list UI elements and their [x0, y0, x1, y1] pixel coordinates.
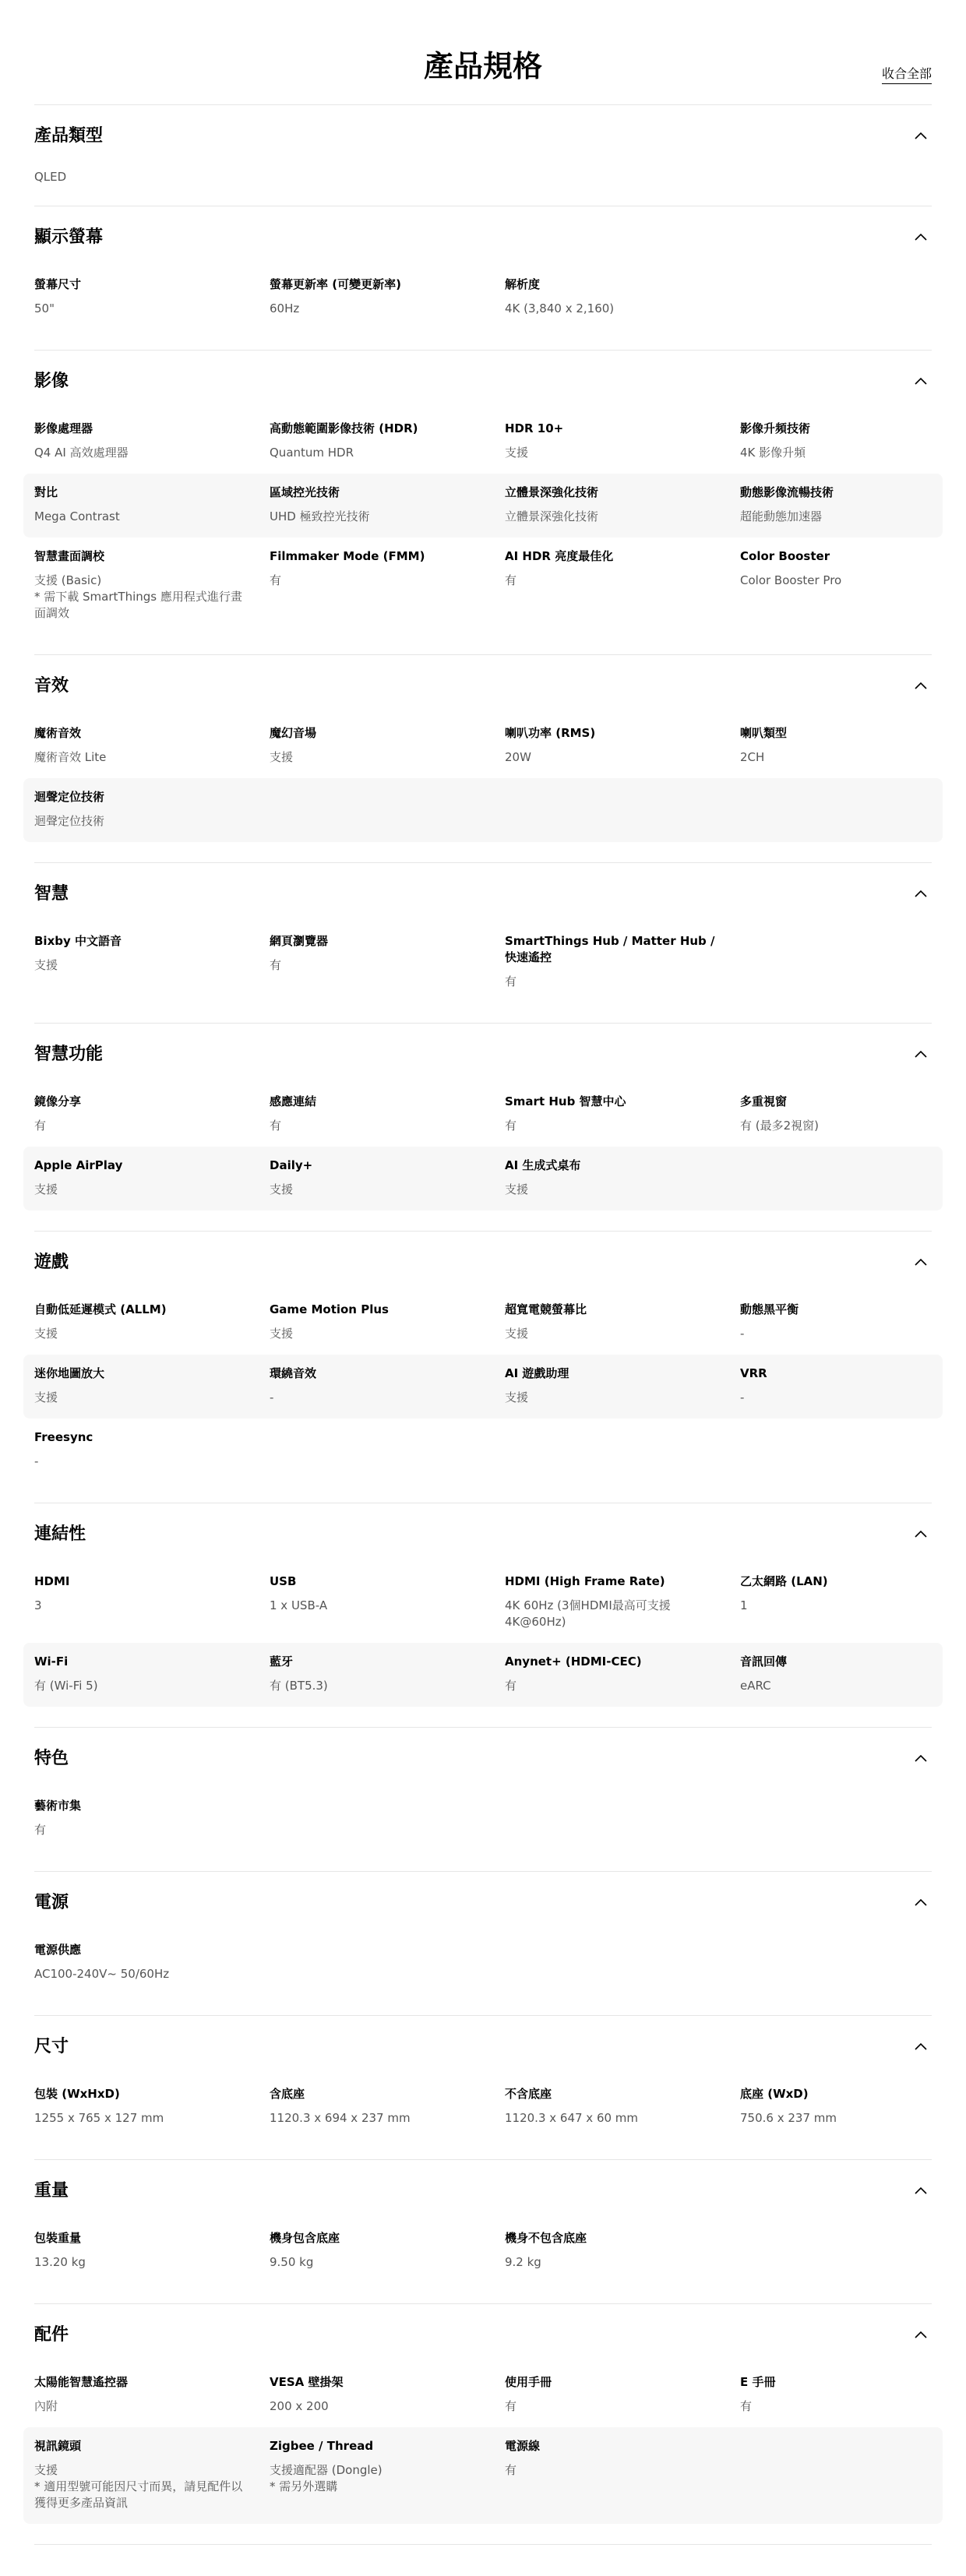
spec-value: -: [740, 1390, 745, 1404]
spec-label: HDR 10+: [505, 421, 564, 435]
spec-value: -: [740, 1327, 745, 1341]
spec-value: 1120.3 x 647 x 60 mm: [505, 2111, 639, 2125]
spec-row: [23, 266, 943, 329]
spec-row: [23, 537, 943, 634]
spec-row: [23, 1931, 943, 1995]
spec-item: [270, 1573, 505, 1630]
spec-item: [34, 485, 270, 525]
spec-value: 立體景深強化技術: [505, 509, 599, 523]
spec-item: [505, 2230, 740, 2271]
spec-value: 9.50 kg: [270, 2255, 314, 2269]
spec-value: 60Hz: [270, 301, 300, 315]
chevron-up-icon[interactable]: [913, 2183, 929, 2199]
section-header[interactable]: [34, 1872, 932, 1931]
spec-label: Daily+: [270, 1158, 313, 1172]
spec-item: [740, 1654, 964, 1694]
chevron-up-icon[interactable]: [913, 1751, 929, 1767]
spec-item: [270, 2438, 505, 2511]
spec-row: [23, 1083, 943, 1147]
spec-label: Smart Hub 智慧中心: [505, 1094, 626, 1108]
spec-label: 動態影像流暢技術: [740, 485, 834, 499]
spec-rows: [34, 1787, 932, 1851]
spec-row: [23, 1563, 943, 1643]
spec-rows: [34, 2219, 932, 2283]
spec-value: 4K 影像升頻: [740, 446, 806, 460]
chevron-up-icon[interactable]: [913, 886, 929, 902]
spec-value: 內附: [34, 2399, 58, 2413]
chevron-up-icon[interactable]: [913, 1255, 929, 1270]
section-header[interactable]: [34, 2160, 932, 2219]
spec-section: [34, 105, 932, 206]
spec-item: [270, 2374, 505, 2415]
spec-label: 包裝 (WxHxD): [34, 2087, 120, 2101]
chevron-up-icon[interactable]: [913, 1527, 929, 1542]
spec-label: Freesync: [34, 1430, 93, 1444]
spec-item: [34, 548, 270, 622]
spec-label: 多重視窗: [740, 1094, 788, 1108]
spec-value: 9.2 kg: [505, 2255, 541, 2269]
spec-item: [505, 2438, 740, 2511]
spec-rows: [34, 1083, 932, 1210]
spec-label: 鏡像分享: [34, 1094, 82, 1108]
section-title: 特色: [34, 1749, 69, 1768]
spec-rows: [34, 1291, 932, 1482]
spec-item: [34, 933, 270, 990]
spec-rows: [34, 1563, 932, 1707]
section-header[interactable]: [34, 206, 932, 266]
section-header[interactable]: [34, 863, 932, 922]
spec-row: [23, 474, 943, 537]
spec-item: [34, 789, 270, 830]
spec-value: 4K 60Hz (3個HDMI最高可支援4K@60Hz): [505, 1598, 671, 1629]
spec-section: [34, 1024, 932, 1232]
spec-item: [270, 1158, 505, 1198]
spec-value: 20W: [505, 750, 531, 764]
spec-item: [34, 1942, 270, 1982]
spec-value: 1255 x 765 x 127 mm: [34, 2111, 164, 2125]
spec-section: [34, 1232, 932, 1503]
spec-value: 1 x USB-A: [270, 1598, 328, 1612]
section-title: 產品類型: [34, 126, 104, 146]
spec-value: 有: [270, 958, 282, 972]
section-header[interactable]: [34, 2304, 932, 2363]
spec-row: [23, 1147, 943, 1210]
spec-item: [270, 1366, 505, 1406]
spec-item: [270, 2230, 505, 2271]
spec-value: 支援 (Basic) * 需下載 SmartThings 應用程式進行畫面調效: [34, 573, 242, 620]
chevron-up-icon[interactable]: [913, 230, 929, 245]
spec-value: 有: [740, 2399, 753, 2413]
spec-section: [34, 1728, 932, 1872]
spec-item: [34, 2374, 270, 2415]
spec-item: [270, 933, 505, 990]
spec-label: 機身包含底座: [270, 2231, 340, 2245]
spec-value: 支援: [34, 1327, 58, 1341]
collapse-all-link[interactable]: 收合全部: [882, 64, 932, 84]
spec-item: [505, 548, 740, 622]
spec-label: Bixby 中文語音: [34, 934, 122, 948]
page-header: [34, 0, 932, 105]
section-title: 音效: [34, 676, 69, 696]
spec-label: 視訊鏡頭: [34, 2439, 82, 2453]
spec-item: [740, 1366, 964, 1406]
spec-rows: [34, 714, 932, 842]
spec-item: [34, 1366, 270, 1406]
section-title: 智慧功能: [34, 1045, 104, 1064]
spec-item: [270, 421, 505, 461]
spec-label: 環繞音效: [270, 1366, 317, 1380]
spec-item: [505, 2086, 740, 2127]
spec-value: 2CH: [740, 750, 765, 764]
spec-label: AI HDR 亮度最佳化: [505, 549, 614, 563]
spec-value: 超能動態加速器: [740, 509, 823, 523]
spec-row: [23, 1418, 943, 1482]
spec-value: 有 (BT5.3): [270, 1679, 328, 1693]
spec-label: 音訊回傳: [740, 1654, 788, 1669]
spec-row: [23, 410, 943, 474]
spec-value: 支援: [270, 1182, 294, 1196]
spec-label: 喇叭功率 (RMS): [505, 726, 596, 740]
spec-value: -: [270, 1390, 274, 1404]
spec-label: 藍牙: [270, 1654, 294, 1669]
spec-label: Wi-Fi: [34, 1654, 69, 1669]
spec-value: 有: [270, 573, 282, 587]
spec-item: [270, 1654, 505, 1694]
chevron-up-icon[interactable]: [913, 1895, 929, 1911]
spec-item: [270, 277, 505, 317]
spec-value: 1: [740, 1598, 748, 1612]
spec-value: 有 (Wi-Fi 5): [34, 1679, 98, 1693]
spec-value: 支援: [270, 750, 294, 764]
spec-label: 迷你地圖放大: [34, 1366, 105, 1380]
spec-item: [270, 1302, 505, 1342]
section-title: 連結性: [34, 1524, 86, 1544]
spec-item: [740, 1302, 964, 1342]
spec-item: [270, 548, 505, 622]
spec-value: 有: [505, 573, 517, 587]
page-title: 產品規格: [423, 49, 542, 83]
spec-label: 區域控光技術: [270, 485, 340, 499]
spec-item: [505, 933, 740, 990]
spec-item: [34, 1573, 270, 1630]
spec-value: 支援: [270, 1327, 294, 1341]
chevron-up-icon[interactable]: [913, 2328, 929, 2343]
spec-row: [23, 922, 943, 1003]
spec-label: 感應連結: [270, 1094, 317, 1108]
spec-item: [740, 421, 964, 461]
spec-label: 解析度: [505, 277, 541, 291]
spec-item: [505, 2374, 740, 2415]
chevron-up-icon[interactable]: [913, 374, 929, 389]
spec-row: [23, 2219, 943, 2283]
spec-row: [23, 778, 943, 842]
spec-section: [34, 863, 932, 1024]
spec-value: 魔術音效 Lite: [34, 750, 107, 764]
spec-label: HDMI: [34, 1574, 70, 1588]
section-title: 重量: [34, 2181, 69, 2201]
section-title: 智慧: [34, 884, 69, 904]
spec-value: 50": [34, 301, 55, 315]
spec-label: 使用手冊: [505, 2375, 552, 2389]
spec-section: [34, 1503, 932, 1728]
spec-value: Color Booster Pro: [740, 573, 842, 587]
spec-value: eARC: [740, 1679, 771, 1693]
spec-item: [505, 1573, 740, 1630]
spec-section: [34, 2160, 932, 2304]
spec-value: 有: [505, 2399, 517, 2413]
spec-row: [23, 714, 943, 778]
spec-item: [270, 725, 505, 766]
spec-value: 支援 * 適用型號可能因尺寸而異，請見配件以獲得更多產品資訊: [34, 2463, 243, 2510]
spec-label: E 手冊: [740, 2375, 776, 2389]
spec-value: 有: [505, 974, 517, 988]
spec-value: 750.6 x 237 mm: [740, 2111, 837, 2125]
spec-label: HDMI (High Frame Rate): [505, 1574, 665, 1588]
spec-label: 對比: [34, 485, 58, 499]
spec-item: [34, 1798, 270, 1838]
spec-item: [740, 725, 964, 766]
section-header[interactable]: [34, 105, 932, 164]
spec-value: 3: [34, 1598, 42, 1612]
spec-label: 魔幻音場: [270, 726, 317, 740]
chevron-up-icon[interactable]: [913, 2039, 929, 2055]
spec-item: [34, 725, 270, 766]
spec-item: [34, 2086, 270, 2127]
spec-item: [505, 1158, 740, 1198]
spec-label: Apple AirPlay: [34, 1158, 123, 1172]
section-title: 顯示螢幕: [34, 227, 104, 247]
spec-label: 動態黑平衡: [740, 1302, 799, 1316]
section-title: 電源: [34, 1893, 69, 1912]
spec-row: [23, 2075, 943, 2139]
spec-value: 1120.3 x 694 x 237 mm: [270, 2111, 411, 2125]
spec-label: 迴聲定位技術: [34, 790, 105, 804]
spec-section: [34, 2016, 932, 2160]
spec-row: [23, 1291, 943, 1355]
spec-value: 支援: [505, 446, 529, 460]
spec-value: 支援: [505, 1390, 529, 1404]
spec-value: Mega Contrast: [34, 509, 120, 523]
spec-section: [34, 206, 932, 351]
spec-item: [740, 548, 964, 622]
section-title: 配件: [34, 2325, 69, 2345]
spec-rows: [34, 1931, 932, 1995]
spec-item: [34, 1654, 270, 1694]
spec-sections: [0, 105, 966, 2545]
spec-value: 有: [505, 2463, 517, 2477]
spec-item: [505, 1094, 740, 1134]
section-header[interactable]: [34, 655, 932, 714]
spec-value: 有: [34, 1119, 47, 1133]
spec-label: 超寬電競螢幕比: [505, 1302, 587, 1316]
spec-value: UHD 極致控光技術: [270, 509, 370, 523]
spec-rows: [34, 2363, 932, 2524]
section-header[interactable]: [34, 2016, 932, 2075]
spec-label: 底座 (WxD): [740, 2087, 809, 2101]
spec-item: [505, 485, 740, 525]
spec-label: 太陽能智慧遙控器: [34, 2375, 129, 2389]
spec-value: 4K (3,840 x 2,160): [505, 301, 615, 315]
spec-item: [740, 1094, 964, 1134]
spec-label: 含底座: [270, 2087, 305, 2101]
spec-label: 自動低延遲模式 (ALLM): [34, 1302, 167, 1316]
spec-label: 電源線: [505, 2439, 541, 2453]
spec-value: 13.20 kg: [34, 2255, 86, 2269]
spec-rows: [34, 266, 932, 329]
spec-item: [34, 1429, 270, 1470]
spec-label: Anynet+ (HDMI-CEC): [505, 1654, 642, 1669]
spec-value: 有: [270, 1119, 282, 1133]
spec-label: USB: [270, 1574, 297, 1588]
spec-item: [270, 2086, 505, 2127]
section-header[interactable]: [34, 351, 932, 410]
section-title: 尺寸: [34, 2037, 69, 2056]
spec-value: AC100-240V~ 50/60Hz: [34, 1967, 170, 1981]
spec-row: [23, 2363, 943, 2427]
spec-value: 支援: [505, 1182, 529, 1196]
spec-value: 200 x 200: [270, 2399, 329, 2413]
spec-item: [505, 421, 740, 461]
spec-label: 機身不包含底座: [505, 2231, 587, 2245]
spec-item: [740, 485, 964, 525]
spec-value: 迴聲定位技術: [34, 814, 105, 828]
spec-item: [34, 2438, 270, 2511]
chevron-up-icon[interactable]: [913, 678, 929, 694]
spec-label: 包裝重量: [34, 2231, 82, 2245]
spec-label: 魔術音效: [34, 726, 82, 740]
spec-label: 高動態範圍影像技術 (HDR): [270, 421, 418, 435]
spec-value: 支援: [34, 1390, 58, 1404]
spec-value: 有: [34, 1823, 47, 1837]
spec-row: [23, 2427, 943, 2524]
spec-item: [740, 2086, 964, 2127]
spec-label: 影像處理器: [34, 421, 93, 435]
spec-row: [23, 1355, 943, 1418]
spec-value: -: [34, 1454, 39, 1468]
spec-section: [34, 655, 932, 863]
spec-item: [740, 1573, 964, 1630]
spec-section: [34, 351, 932, 655]
spec-label: SmartThings Hub / Matter Hub / 快速遙控: [505, 934, 715, 964]
spec-rows: [34, 2075, 932, 2139]
spec-item: [505, 1654, 740, 1694]
spec-value: 有 (最多2視窗): [740, 1119, 820, 1133]
spec-label: AI 遊戲助理: [505, 1366, 569, 1380]
spec-value: 有: [505, 1119, 517, 1133]
spec-item: [34, 277, 270, 317]
spec-value: 支援: [34, 958, 58, 972]
spec-item: [270, 1094, 505, 1134]
spec-label: VRR: [740, 1366, 767, 1380]
spec-section: [34, 1872, 932, 2016]
spec-item: [34, 421, 270, 461]
spec-value: 有: [505, 1679, 517, 1693]
spec-label: Color Booster: [740, 549, 830, 563]
spec-label: 螢幕更新率 (可變更新率): [270, 277, 401, 291]
spec-section: [34, 2304, 932, 2545]
spec-value: 支援適配器 (Dongle) * 需另外選購: [270, 2463, 383, 2493]
spec-label: Filmmaker Mode (FMM): [270, 549, 425, 563]
chevron-up-icon[interactable]: [913, 1047, 929, 1062]
spec-label: 立體景深強化技術: [505, 485, 599, 499]
spec-item: [740, 2374, 964, 2415]
spec-label: 智慧畫面調校: [34, 549, 105, 563]
spec-value: 支援: [34, 1182, 58, 1196]
section-header[interactable]: [34, 1024, 932, 1083]
chevron-up-icon[interactable]: [913, 129, 929, 144]
spec-value: QLED: [34, 170, 67, 184]
spec-item: [34, 1158, 270, 1198]
spec-value: 支援: [505, 1327, 529, 1341]
spec-label: AI 生成式桌布: [505, 1158, 581, 1172]
spec-rows: [34, 410, 932, 634]
spec-rows: [34, 922, 932, 1003]
spec-label: Game Motion Plus: [270, 1302, 389, 1316]
spec-label: 乙太網路 (LAN): [740, 1574, 828, 1588]
section-header[interactable]: [34, 1232, 932, 1291]
spec-label: Zigbee / Thread: [270, 2439, 374, 2453]
spec-label: 藝術市集: [34, 1799, 82, 1813]
spec-row: [23, 1643, 943, 1707]
spec-label: 影像升頻技術: [740, 421, 811, 435]
spec-label: 喇叭類型: [740, 726, 788, 740]
spec-item: [505, 277, 740, 317]
section-header[interactable]: [34, 1503, 932, 1563]
spec-item: [270, 485, 505, 525]
spec-value: Q4 AI 高效處理器: [34, 446, 129, 460]
section-title: 影像: [34, 372, 69, 391]
spec-label: 不含底座: [505, 2087, 552, 2101]
spec-item: [34, 1302, 270, 1342]
spec-item: [505, 1366, 740, 1406]
spec-row: [23, 1787, 943, 1851]
spec-item: [34, 1094, 270, 1134]
section-title: 遊戲: [34, 1253, 69, 1272]
spec-item: [505, 1302, 740, 1342]
spec-label: 網頁瀏覽器: [270, 934, 329, 948]
section-header[interactable]: [34, 1728, 932, 1787]
spec-item: [505, 725, 740, 766]
spec-label: VESA 壁掛架: [270, 2375, 344, 2389]
spec-value: Quantum HDR: [270, 446, 354, 460]
spec-item: [34, 2230, 270, 2271]
spec-label: 電源供應: [34, 1943, 82, 1957]
spec-label: 螢幕尺寸: [34, 277, 82, 291]
